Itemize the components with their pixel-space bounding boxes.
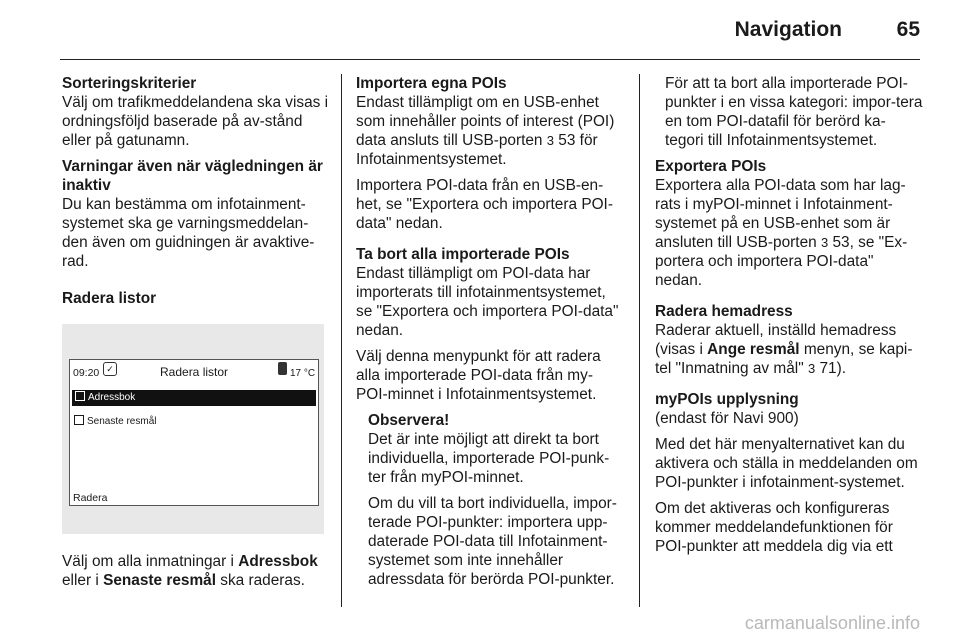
menu-item-senaste-resmal[interactable] xyxy=(74,412,156,431)
body-text: Endast tillämpligt om POI-data har importerats till infotainmentsystemet, se "Exportera och importera POI-data" nedan. xyxy=(356,265,619,339)
note-continuation xyxy=(655,74,923,150)
section-heading: myPOIs upplysning xyxy=(655,391,799,408)
page-number: 65 xyxy=(896,18,920,41)
reference-arrow-icon: 3 xyxy=(807,361,816,376)
column-2 xyxy=(356,74,624,596)
clock-icon: ✓ xyxy=(103,362,117,376)
caption-text: Välj om alla inmatningar i xyxy=(62,553,239,570)
thermometer-icon xyxy=(278,362,287,375)
checkbox-checked-icon xyxy=(75,391,85,401)
screen-title: Radera listor xyxy=(160,365,229,379)
reference-arrow-icon: 3 xyxy=(820,235,829,250)
column-divider xyxy=(639,74,640,607)
screen-status-bar xyxy=(70,360,318,378)
menu-item-adressbok[interactable] xyxy=(72,390,316,406)
body-text: Raderar aktuell, inställd hemadress (visas i xyxy=(655,322,897,358)
body-text: Exportera alla POI-data som har lag-rats i myPOI-minnet i Infotainment-systemet på en USB-enhet som är ansluten till USB-porten xyxy=(655,177,906,251)
body-text: 71). xyxy=(815,360,846,377)
menu-item-label: Adressbok xyxy=(88,392,136,403)
body-text: menyn, se kapi-tel "Inmatning av mål" xyxy=(655,341,913,377)
column-3 xyxy=(655,74,923,563)
body-text: Välj om trafikmeddelandena ska visas i ordningsföljd baserade på av-stånd eller på gatunamn. xyxy=(62,94,329,149)
body-bold: Ange resmål xyxy=(707,341,800,358)
section-heading: Sorteringskriterier xyxy=(62,75,197,92)
body-text: Endast tillämpligt om en USB-enhet som innehåller points of interest (POI) data ansluts till USB-porten xyxy=(356,94,615,149)
page-title: Navigation xyxy=(734,18,842,41)
note-box xyxy=(356,411,624,589)
caption-text: ska raderas. xyxy=(216,572,305,589)
page-header xyxy=(0,0,960,56)
body-text: Välj denna menypunkt för att radera alla importerade POI-data från my-POI-minnet i Infotainmentsystemet. xyxy=(356,348,601,403)
section-heading: Radera hemadress xyxy=(655,303,793,320)
infotainment-screen xyxy=(69,359,319,506)
note-heading: Observera! xyxy=(368,412,450,429)
body-text: 53, se "Ex-portera och importera POI-data" nedan. xyxy=(655,234,908,289)
header-rule xyxy=(60,59,920,60)
screen-time: 09:20 xyxy=(73,367,100,379)
section-heading: Exportera POIs xyxy=(655,158,767,175)
column-1 xyxy=(62,74,330,597)
checkbox-icon xyxy=(74,415,84,425)
body-text: (endast för Navi 900) xyxy=(655,410,799,427)
menu-item-label: Senaste resmål xyxy=(87,416,157,427)
radera-softkey[interactable]: Radera xyxy=(73,492,108,504)
screen-temperature: 17 °C xyxy=(290,368,316,379)
caption-bold: Senaste resmål xyxy=(103,572,216,589)
body-text: Du kan bestämma om infotainment-systemet ska ge varningsmeddelan-den även om guidningen är avaktive-rad. xyxy=(62,196,315,270)
body-text: Om det aktiveras och konfigureras kommer meddelandefunktionen för POI-punkter att meddela dig via ett xyxy=(655,500,893,555)
section-heading: Varningar även när vägledningen är inaktiv xyxy=(62,158,323,194)
section-heading: Importera egna POIs xyxy=(356,75,507,92)
body-text: 53 för Infotainmentsystemet. xyxy=(356,132,598,168)
body-text: Med det här menyalternativet kan du aktivera och ställa in meddelanden om POI-punkter i infotainment-systemet. xyxy=(655,436,918,491)
caption-bold: Adressbok xyxy=(238,553,318,570)
note-text: För att ta bort alla importerade POI-punkter i en vissa kategori: impor-tera en tom POI-datafil för berörd ka-tegori till Infotainmentsystemet. xyxy=(665,75,923,149)
section-heading: Radera listor xyxy=(62,290,157,307)
watermark: carmanualsonline.info xyxy=(744,613,920,633)
section-heading: Ta bort alla importerade POIs xyxy=(356,246,570,263)
reference-arrow-icon: 3 xyxy=(546,133,555,148)
caption-text: eller i xyxy=(62,572,104,589)
screen-figure xyxy=(62,324,324,534)
body-text: Importera POI-data från en USB-en-het, se "Exportera och importera POI-data" nedan. xyxy=(356,177,613,232)
column-divider xyxy=(341,74,342,607)
note-text: Det är inte möjligt att direkt ta bort individuella, importerade POI-punk-ter från myPOI-minnet. xyxy=(368,431,610,486)
note-text: Om du vill ta bort individuella, impor-terade POI-punkter: importera upp-daterade POI-data till Infotainment-systemet som inte innehåller adressdata för berörda POI-punkter. xyxy=(368,495,617,588)
